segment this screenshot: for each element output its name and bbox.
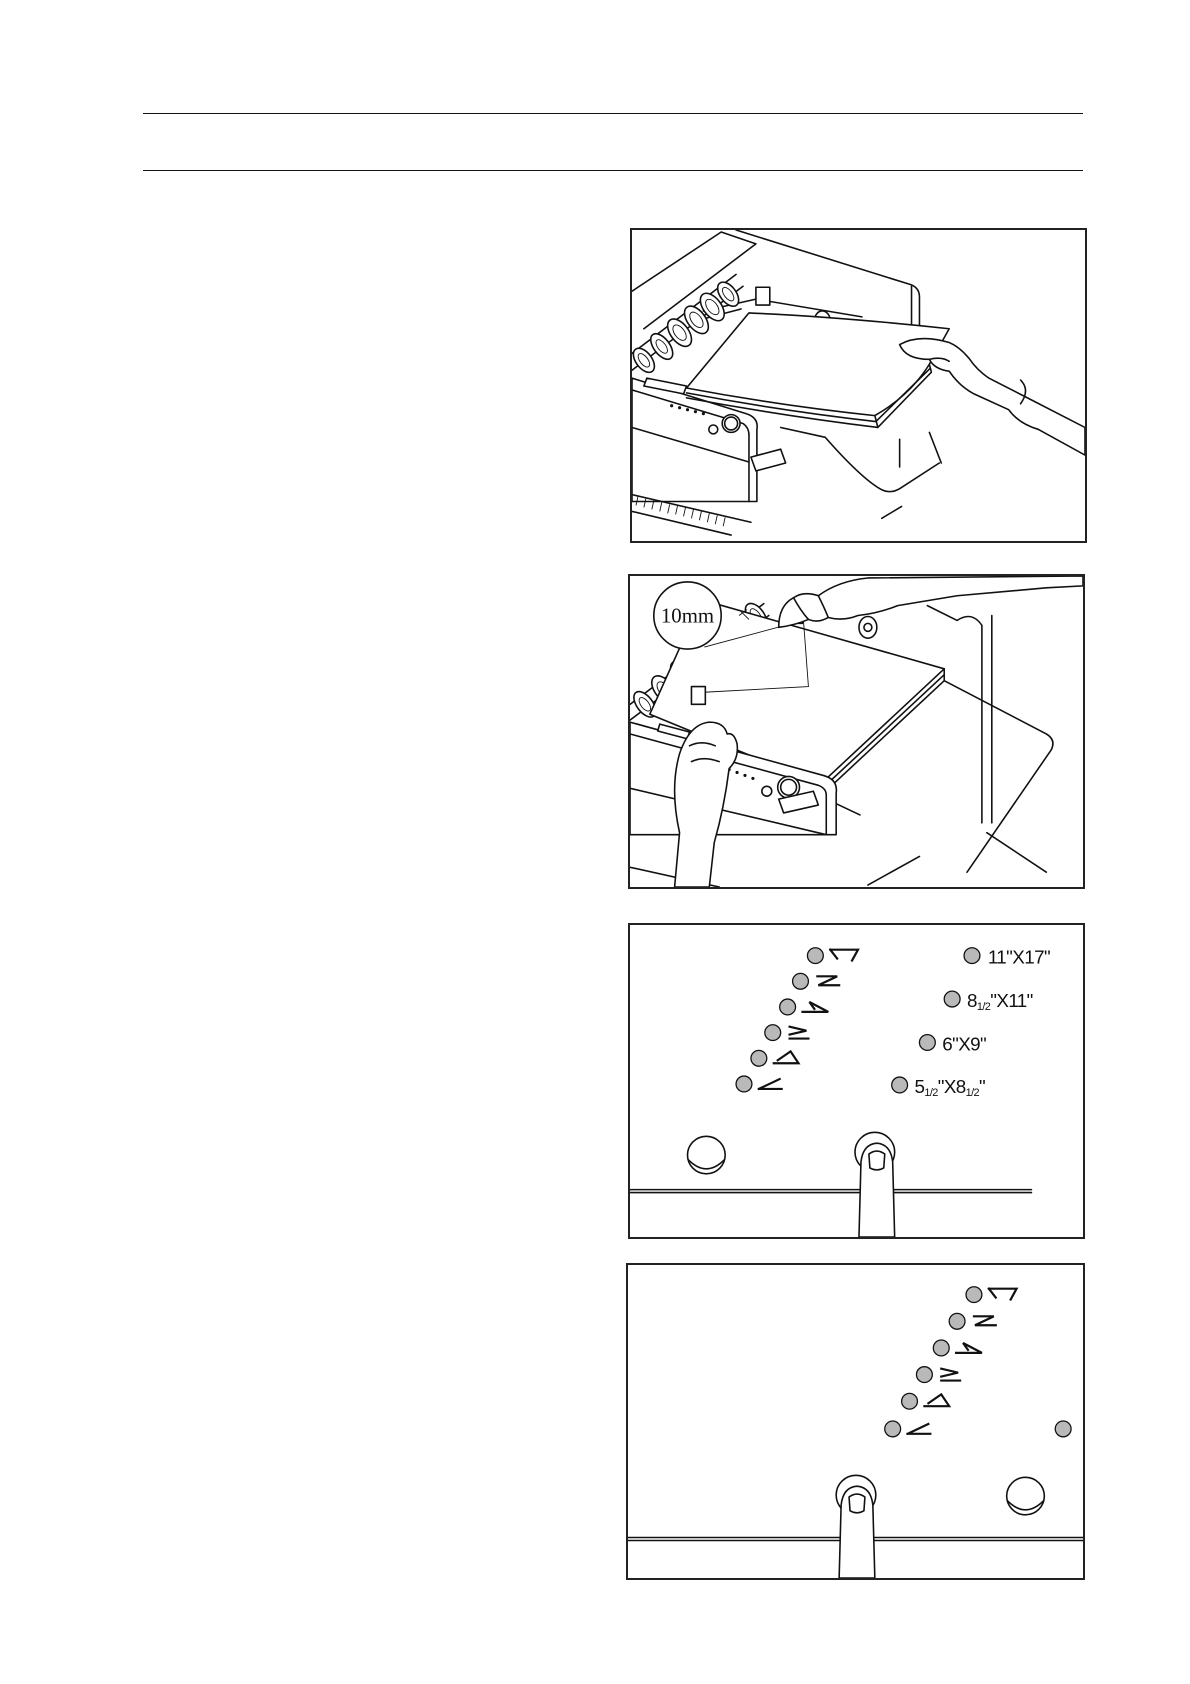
header-rule-bottom [143, 170, 1083, 171]
illustration-load-paper-drawing [632, 230, 1085, 541]
size-label-5half-x8half: 51/2"X81/2" [914, 1075, 986, 1099]
illustration-adjust-guides [628, 574, 1085, 889]
indicator-lamp-icon [916, 1367, 932, 1383]
callout-magnifier [654, 582, 721, 649]
indicator-lamp-icon [919, 1035, 935, 1051]
size-label-11x17: 11"X17" [987, 946, 1051, 968]
indicator-lamp-icon [793, 973, 809, 989]
panel-edge-line [630, 1190, 1031, 1193]
illustration-select-size-drawing [630, 925, 1083, 1237]
indicator-lamp-icon [892, 1077, 908, 1093]
indicator-lamp-icon [780, 999, 796, 1015]
front-tray [781, 427, 942, 518]
side-guide-tab [691, 687, 705, 705]
indicator-lamp-icon [751, 1050, 767, 1066]
fold-mode-icon [989, 1289, 1017, 1300]
paper-guide-bracket [756, 287, 770, 305]
illustration-select-size [628, 923, 1085, 1239]
fold-mode-icon [802, 1002, 828, 1012]
indicator-lamp-icon [765, 1025, 781, 1041]
finger-pressing [859, 1143, 895, 1237]
indicator-lamp-icon [807, 948, 823, 964]
header-rule-top [143, 113, 1083, 114]
indicator-lamp-icon [1055, 1421, 1071, 1437]
indicator-lamp-icon [902, 1393, 918, 1409]
fold-mode-icon [759, 1079, 782, 1089]
fold-mode-icon [908, 1424, 931, 1434]
adjust-knob [859, 616, 877, 638]
indicator-lamp-icon [964, 948, 980, 964]
indicator-lamp-icon [944, 991, 960, 1007]
indicator-lamp-icon [885, 1421, 901, 1437]
fold-mode-icon [790, 1027, 809, 1039]
hand-top [779, 576, 1083, 627]
hand-illustration [900, 339, 1085, 456]
illustration-select-fold-drawing [628, 1265, 1083, 1578]
size-label-8half-x11: 81/2"X11" [967, 989, 1033, 1013]
illustration-load-paper [630, 228, 1087, 543]
fold-mode-icon [774, 1051, 799, 1063]
indicator-lamp-icon [966, 1287, 982, 1303]
fold-mode-icon [817, 976, 839, 985]
size-label-6x9: 6"X9" [942, 1033, 987, 1055]
fold-mode-icon [974, 1316, 996, 1325]
fold-mode-icon [924, 1394, 949, 1406]
push-button-right [1007, 1477, 1045, 1515]
indicator-lamp-icon [736, 1076, 752, 1092]
finger-pressing [839, 1486, 875, 1578]
illustration-select-fold [626, 1263, 1085, 1580]
push-button-left [687, 1136, 725, 1174]
indicator-lamp-icon [949, 1313, 965, 1329]
fold-mode-indicators [885, 1287, 1017, 1437]
gap-measurement-label: 10mm [660, 604, 715, 628]
indicator-lamp-icon [933, 1340, 949, 1356]
fold-mode-icon [941, 1369, 960, 1381]
illustration-adjust-guides-drawing [630, 576, 1083, 887]
fold-mode-indicators [736, 948, 858, 1092]
fold-mode-icon [956, 1343, 982, 1353]
fold-mode-icon [830, 950, 858, 961]
paper-size-indicators [892, 947, 1050, 1099]
